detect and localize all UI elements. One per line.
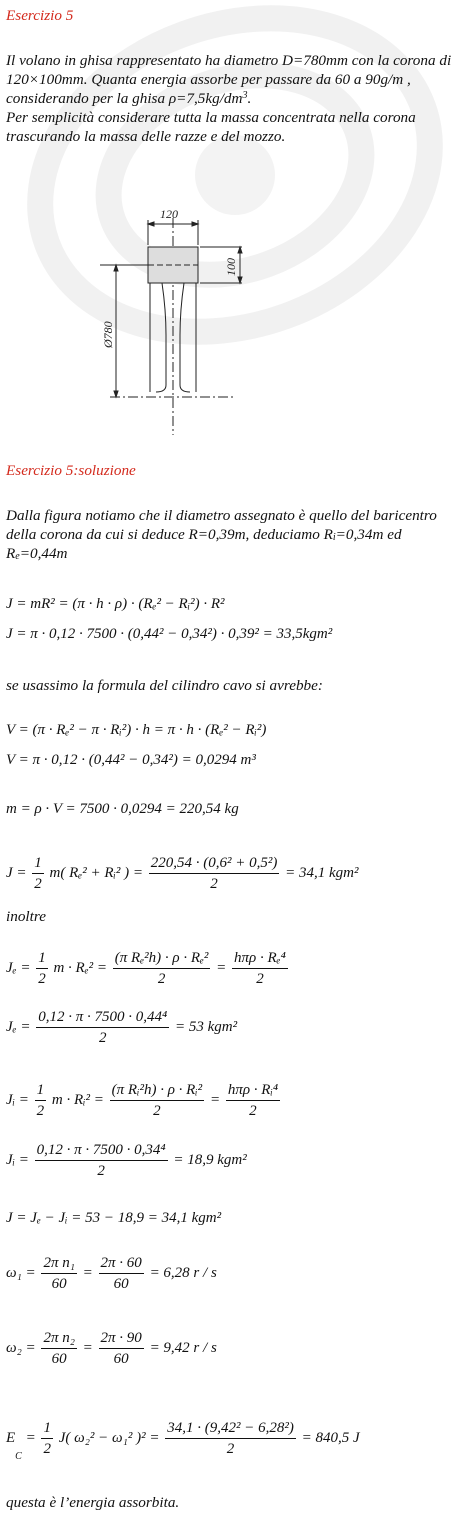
eq12-fraction-b	[99, 1253, 144, 1294]
equation-outer-inertia-value	[6, 1007, 237, 1048]
eq6-value-num: 220,54 · (0,6² + 0,5²)	[149, 853, 280, 874]
problem-text-exponent: 3	[242, 90, 248, 101]
eq9-a-num: (π Rᵢ²h) · ρ · Rᵢ²	[110, 1080, 205, 1101]
solution-title: Esercizio 5:soluzione	[6, 462, 136, 479]
eq14-value-num: 34,1 · (9,42² − 6,28²)	[165, 1418, 296, 1439]
eq14-lhs: E	[6, 1429, 16, 1446]
eq7-b-num: hπρ · Rₑ⁴	[232, 948, 288, 969]
eq6-half-den: 2	[34, 876, 42, 892]
eq8-rhs: = 53 kgm²	[174, 1018, 238, 1035]
problem-text-main: Il volano in ghisa rappresentato ha diametro D=780mm con la corona di 120×100mm. Quanta energia assorbe per passare da 60 a 90g/m , considerando per la ghisa ρ=7,5kg/dm	[6, 52, 452, 107]
eq10-fraction	[35, 1140, 168, 1181]
eq9-mid: m · Rᵢ² =	[51, 1091, 104, 1108]
eq13-equals: =	[82, 1339, 93, 1356]
eq14-fraction-value	[165, 1418, 296, 1459]
eq6-fraction-value	[149, 853, 280, 894]
eq6-half-num: 1	[32, 853, 44, 874]
eq10-den: 2	[97, 1163, 105, 1179]
eq7-fraction-b	[232, 948, 288, 989]
solution-intro	[6, 506, 462, 563]
eq13-a-den: 60	[51, 1351, 67, 1367]
problem-text	[6, 51, 462, 146]
eq7-half-num: 1	[36, 948, 48, 969]
exercise-title: Esercizio 5	[6, 7, 74, 24]
eq12-rhs: = 6,28 r / s	[149, 1264, 217, 1281]
eq12-b-num: 2π · 60	[99, 1253, 144, 1274]
eq6-value-den: 2	[210, 876, 218, 892]
eq12-equals: =	[82, 1264, 93, 1281]
equation-inner-inertia-value	[6, 1140, 247, 1181]
equation-inner-inertia-formula	[6, 1080, 282, 1121]
equation-inertia-value: J = π · 0,12 · 7500 · (0,44² − 0,34²) · 0,39² = 33,5kgm²	[6, 626, 333, 642]
eq7-a-num: (π Rₑ²h) · ρ · Rₑ²	[113, 948, 211, 969]
equation-mass: m = ρ · V = 7500 · 0,0294 = 220,54 kg	[6, 801, 239, 817]
eq7-fraction-a	[113, 948, 211, 989]
eq7-a-den: 2	[157, 971, 166, 987]
equation-volume-value: V = π · 0,12 · (0,44² − 0,34²) = 0,0294 m³	[6, 752, 256, 768]
hollow-cylinder-note: se usassimo la formula del cilindro cavo si avrebbe:	[6, 677, 323, 694]
equation-hollow-cylinder-inertia	[6, 853, 358, 894]
eq14-fraction-half	[41, 1418, 53, 1459]
eq12-lhs: ω₁ =	[6, 1264, 36, 1281]
eq7-half-den: 2	[38, 971, 46, 987]
eq9-half-num: 1	[35, 1080, 47, 1101]
eq13-fraction-b	[99, 1328, 144, 1369]
eq7-equals: =	[216, 959, 227, 976]
eq6-fraction-half	[32, 853, 44, 894]
eq12-a-den: 60	[51, 1276, 67, 1292]
eq14-half-num: 1	[41, 1418, 53, 1439]
eq10-lhs: Jᵢ =	[6, 1151, 29, 1168]
eq13-a-num: 2π n₂	[41, 1328, 76, 1349]
eq14-equals-a: =	[25, 1429, 36, 1446]
eq9-fraction-b	[226, 1080, 280, 1121]
eq12-b-den: 60	[113, 1276, 129, 1292]
eq7-fraction-half	[36, 948, 48, 989]
eq13-fraction-a	[41, 1328, 76, 1369]
eq9-equals: =	[209, 1091, 221, 1108]
eq14-half-den: 2	[43, 1441, 51, 1457]
eq6-lhs: J =	[6, 864, 27, 881]
eq8-lhs: Jₑ =	[6, 1018, 31, 1035]
solution-intro-end: =0,44m	[19, 545, 68, 562]
dim-width-label: 120	[160, 207, 178, 221]
eq6-rhs: = 34,1 kgm²	[285, 864, 359, 881]
eq9-fraction-half	[35, 1080, 47, 1121]
conclusion-text: questa è l’energia assorbita.	[6, 1494, 180, 1511]
eq14-equals-b: =	[149, 1429, 160, 1446]
eq13-lhs: ω₂ =	[6, 1339, 36, 1356]
eq9-fraction-a	[110, 1080, 205, 1121]
equation-kinetic-energy	[6, 1418, 360, 1462]
subscript-e: e	[15, 551, 20, 562]
equation-inertia-formula: J = mR² = (π · h · ρ) · (Rₑ² − Rᵢ²) · R²	[6, 596, 225, 612]
equation-omega2	[6, 1328, 217, 1369]
problem-text-note: Per semplicità considerare tutta la massa concentrata nella corona trascurando la massa delle razze e del mozzo.	[6, 109, 416, 145]
eq13-b-num: 2π · 90	[99, 1328, 144, 1349]
equation-volume-formula: V = (π · Rₑ² − π · Rᵢ²) · h = π · h · (Rₑ² − Rᵢ²)	[6, 722, 267, 738]
eq7-b-den: 2	[256, 971, 264, 987]
solution-intro-main: Dalla figura notiamo che il diametro assegnato è quello del baricentro della corona da cui si deduce R=0,39m, deduciamo R	[6, 507, 437, 543]
equation-omega1	[6, 1253, 217, 1294]
eq14-lhs-sub: C	[15, 1451, 22, 1462]
flywheel-section-drawing	[90, 200, 250, 440]
eq13-rhs: = 9,42 r / s	[149, 1339, 217, 1356]
eq12-fraction-a	[41, 1253, 76, 1294]
eq7-mid: m · Rₑ² =	[53, 959, 108, 976]
eq8-den: 2	[98, 1030, 107, 1046]
solution-intro-mid: =0,34m ed R	[6, 526, 402, 562]
dim-diameter-label: Ø780	[101, 321, 115, 348]
eq10-rhs: = 18,9 kgm²	[173, 1151, 247, 1168]
eq9-lhs: Jᵢ =	[6, 1091, 29, 1108]
eq7-lhs: Jₑ =	[6, 959, 31, 976]
equation-total-inertia: J = Jₑ − Jᵢ = 53 − 18,9 = 34,1 kgm²	[6, 1210, 222, 1226]
eq12-a-num: 2π n₁	[41, 1253, 76, 1274]
eq9-b-num: hπρ · Rᵢ⁴	[226, 1080, 280, 1101]
eq9-half-den: 2	[36, 1103, 45, 1119]
equation-outer-inertia-formula	[6, 948, 290, 989]
dim-height-label: 100	[224, 258, 238, 276]
subscript-i: i	[332, 532, 336, 543]
eq8-fraction	[36, 1007, 169, 1048]
eq8-num: 0,12 · π · 7500 · 0,44⁴	[36, 1007, 169, 1028]
eq14-value-den: 2	[226, 1441, 235, 1457]
eq14-mid: J( ω₂² − ω₁² )²	[58, 1429, 146, 1446]
eq9-b-den: 2	[249, 1103, 257, 1119]
eq6-mid: m( Rₑ² + Rᵢ² ) =	[49, 864, 143, 881]
furthermore-label: inoltre	[6, 908, 46, 925]
eq10-num: 0,12 · π · 7500 · 0,34⁴	[35, 1140, 168, 1161]
problem-text-end: .	[247, 90, 252, 107]
eq14-rhs: = 840,5 J	[301, 1429, 360, 1446]
eq9-a-den: 2	[153, 1103, 161, 1119]
eq13-b-den: 60	[113, 1351, 129, 1367]
